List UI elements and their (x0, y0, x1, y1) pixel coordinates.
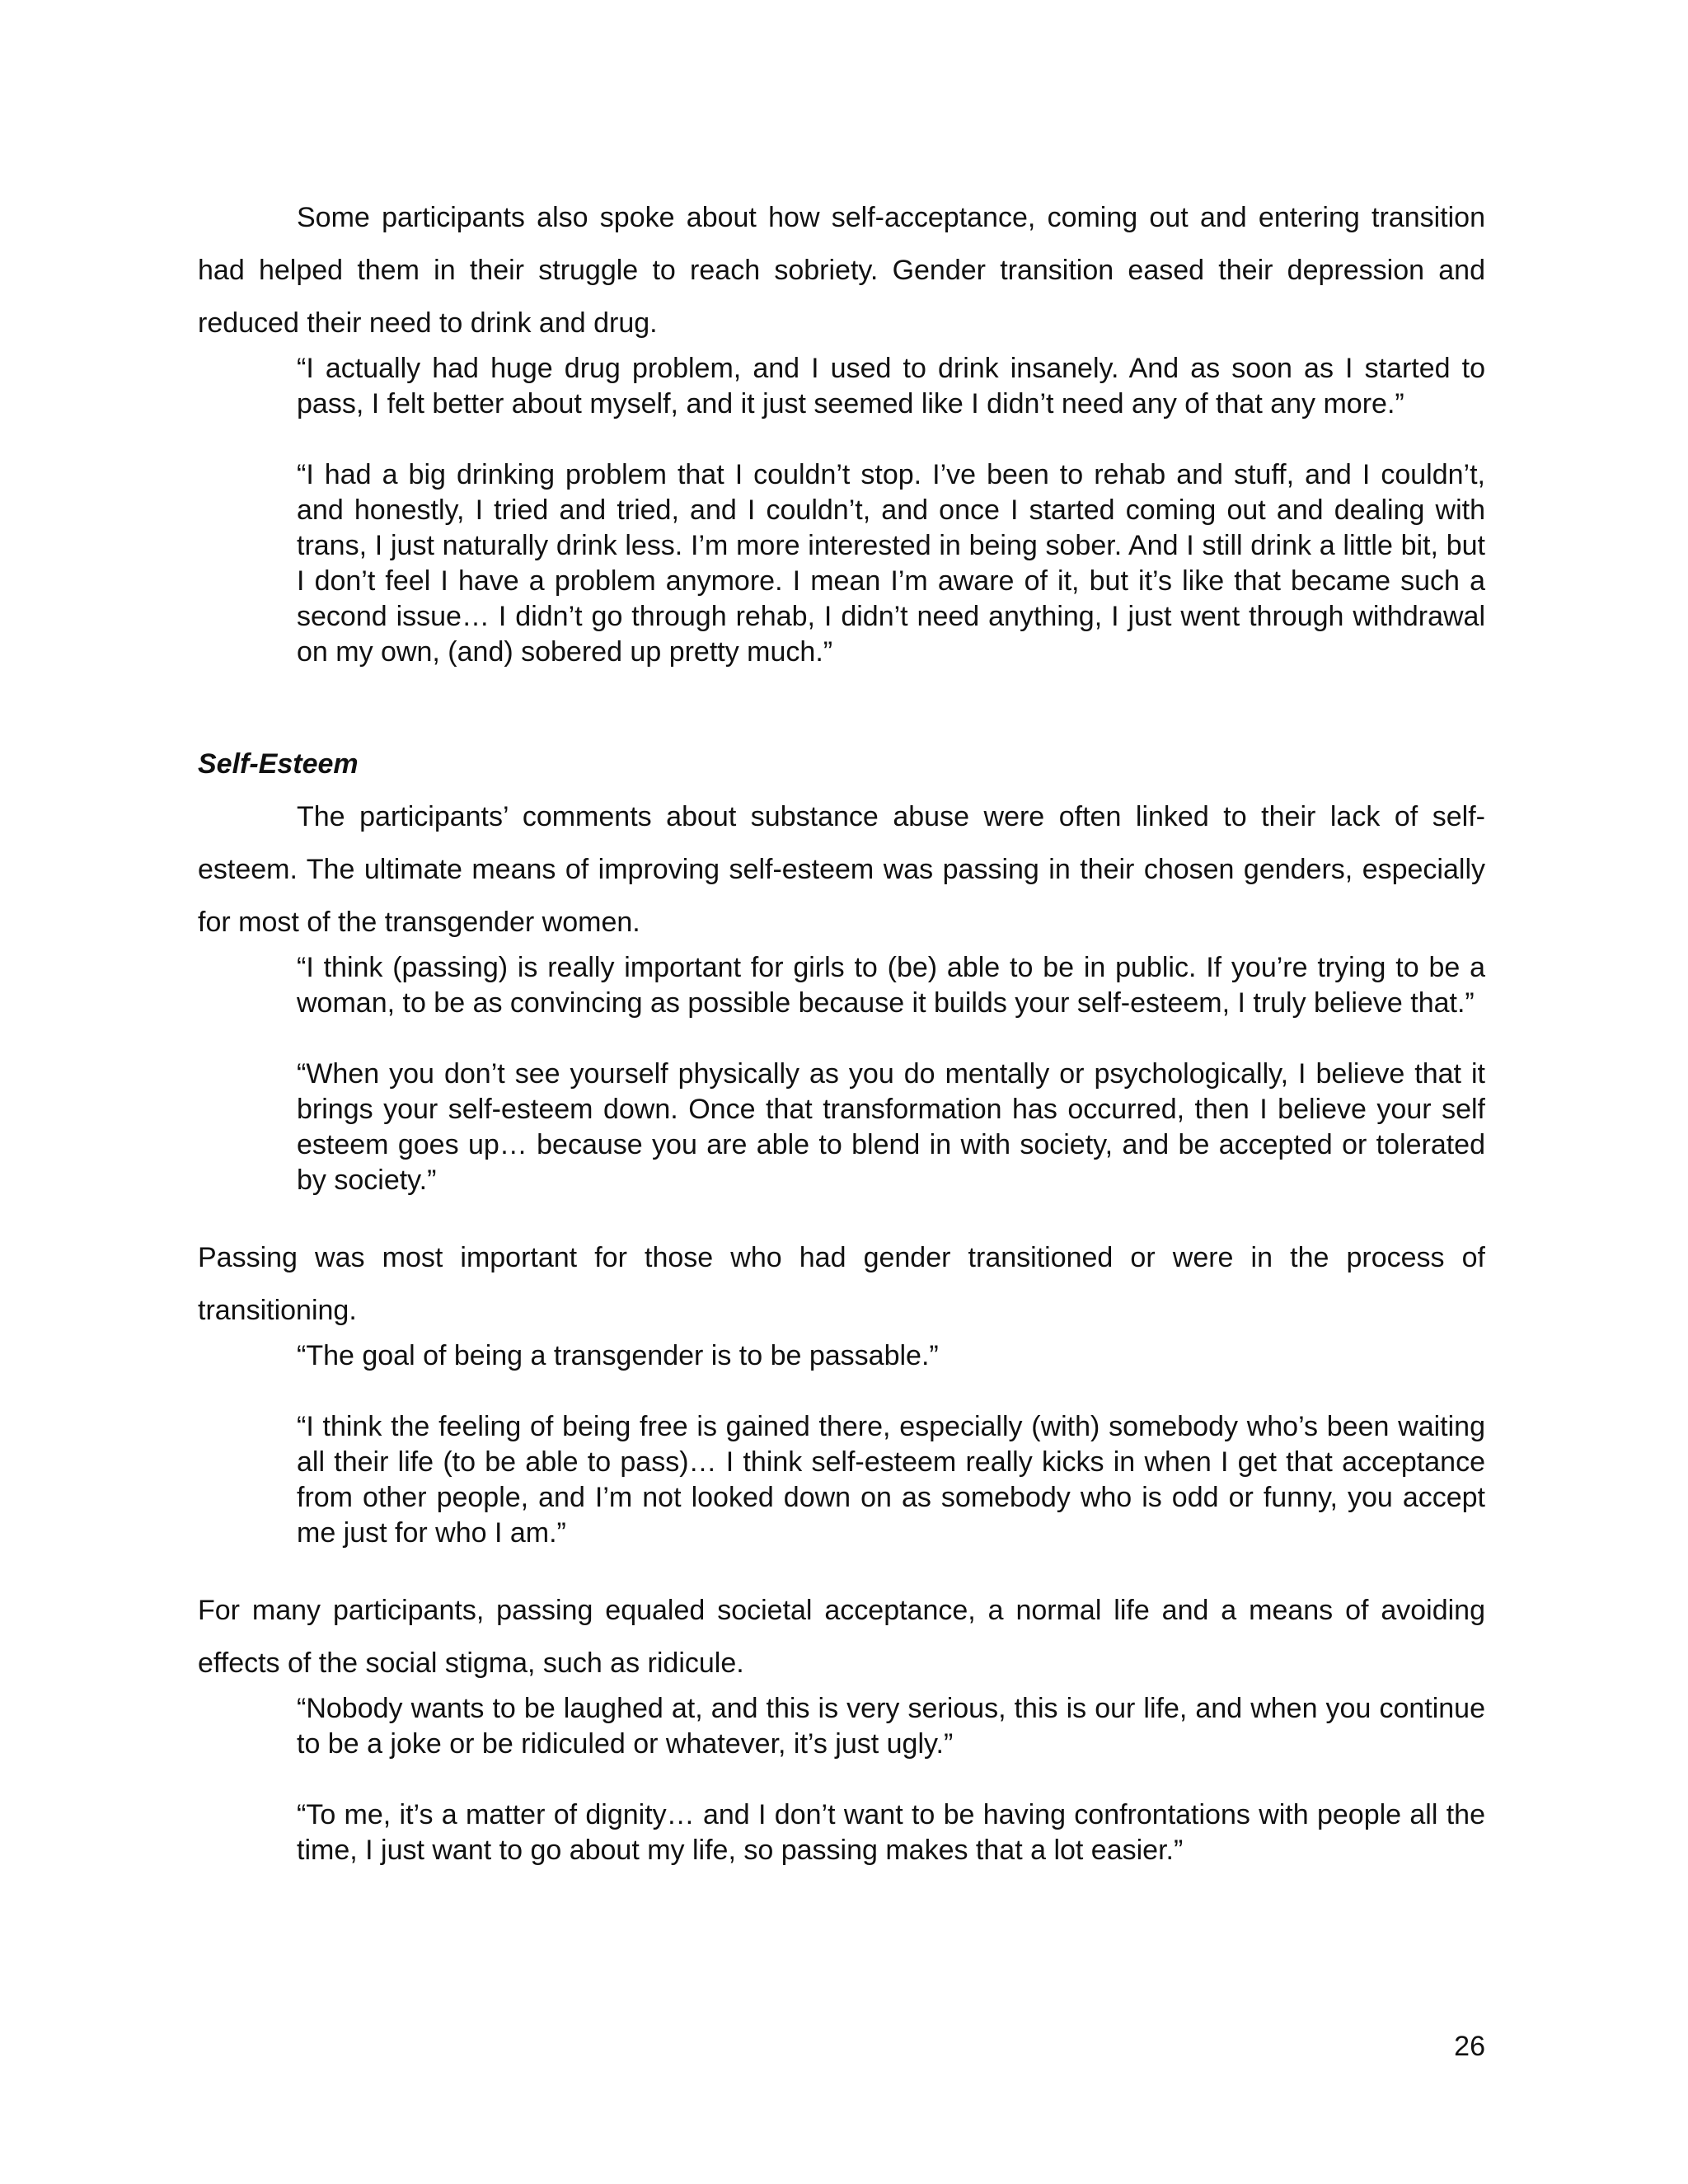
participant-quote-drinking-problem: “I had a big drinking problem that I couldn’t stop. I’ve been to rehab and stuff, and I couldn’t, and honestly, I tried and tried, and I couldn’t, and once I started coming out and dealing with trans, I just naturally drink less. I’m more interested in being sober. And I still drink a little bit, but I don’t feel I have a problem anymore. I mean I’m aware of it, but it’s like that became such a second issue… I didn’t go through rehab, I didn’t need anything, I just went through withdrawal on my own, (and) sobered up pretty much.” (297, 459, 1485, 668)
participant-quote-passing-important: “I think (passing) is really important for girls to (be) able to be in public. If you’re trying to be a woman, to be as convincing as possible because it builds your self-esteem, I truly believe that.” (297, 952, 1485, 1019)
participant-quote-laughed-at: “Nobody wants to be laughed at, and this is very serious, this is our life, and when you continue to be a joke or be ridiculed or whatever, it’s just ugly.” (297, 1693, 1485, 1760)
participant-quote-goal-passable: “The goal of being a transgender is to be passable.” (297, 1340, 939, 1371)
body-paragraph-transitioning: Passing was most important for those who had gender transitioned or were in the process of transitioning. (198, 1242, 1485, 1326)
participant-quote-feeling-free: “I think the feeling of being free is gained there, especially (with) somebody who’s been waiting all their life (to be able to pass)… I think self-esteem really kicks in when I get that acceptance from other people, and I’m not looked down on as somebody who is odd or funny, you accept me just for who I am.” (297, 1411, 1485, 1549)
page-number: 26 (1454, 2031, 1485, 2062)
participant-quote-dignity: “To me, it’s a matter of dignity… and I don’t want to be having confrontations with people all the time, I just want to go about my life, so passing makes that a lot easier.” (297, 1799, 1485, 1866)
body-paragraph-societal-acceptance: For many participants, passing equaled societal acceptance, a normal life and a means of avoiding effects of the social stigma, such as ridicule. (198, 1595, 1485, 1679)
participant-quote-drug-problem: “I actually had huge drug problem, and I used to drink insanely. And as soon as I started to pass, I felt better about myself, and it just seemed like I didn’t need any of that any more.” (297, 353, 1485, 419)
body-paragraph-self-esteem: The participants’ comments about substance abuse were often linked to their lack of self-esteem. The ultimate means of improving self-esteem was passing in their chosen genders, especially for most of the transgender women. (198, 801, 1485, 938)
participant-quote-self-esteem-down: “When you don’t see yourself physically as you do mentally or psychologically, I believe that it brings your self-esteem down. Once that transformation has occurred, then I believe your self esteem goes up… because you are able to blend in with society, and be accepted or tolerated by society.” (297, 1058, 1485, 1196)
body-paragraph-sobriety: Some participants also spoke about how self-acceptance, coming out and entering transition had helped them in their struggle to reach sobriety. Gender transition eased their depression and reduced their need to drink and drug. (198, 202, 1485, 339)
section-heading-self-esteem: Self-Esteem (198, 748, 359, 780)
page-body (198, 191, 1485, 1868)
